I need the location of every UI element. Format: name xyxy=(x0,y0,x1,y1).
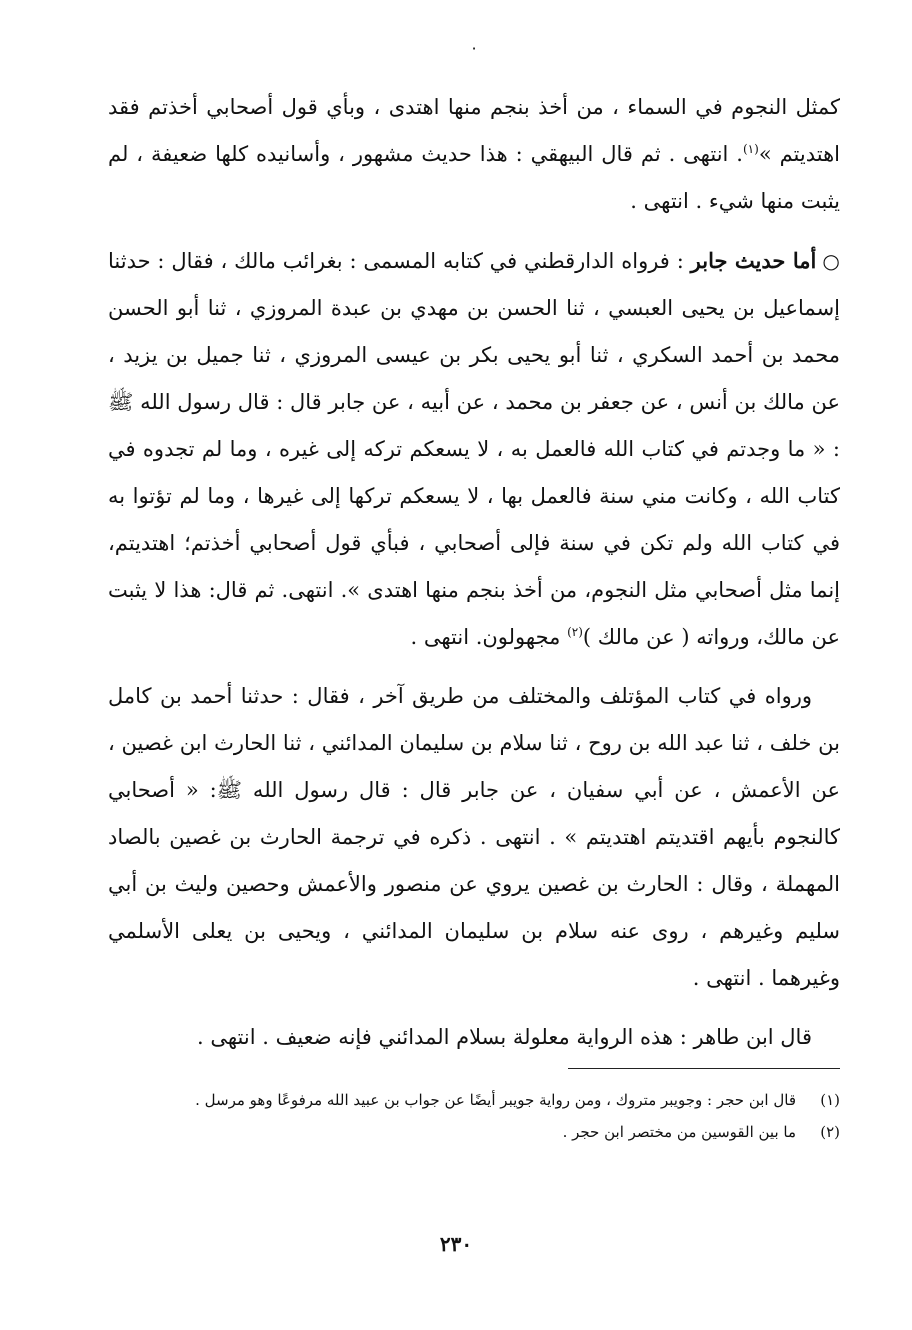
paragraph-3: ورواه في كتاب المؤتلف والمختلف من طريق آخر ، فقال : حدثنا أحمد بن كامل بن خلف ، ثنا عبد الله بن روح ، ثنا سلام بن سليمان المدائني ، ثنا الحارث ابن غصين ، عن الأعمش ، عن أبي سفيان ، عن جابر قال : قال رسول الله ﷺ: « أصحابي كالنجوم بأيهم اقتديتم اهتديتم » . انتهى . ذكره في ترجمة الحارث بن غصين بالصاد المهملة ، وقال : الحارث بن غصين يروي عن منصور والأعمش وحصين وليث بن أبي سليم وغيرهم ، روى عنه سلام بن سليمان المدائني ، ويحيى بن يعلى الأسلمي وغيرهما . انتهى . xyxy=(108,684,840,990)
paragraph-2-end: مجهولون. انتهى . xyxy=(410,625,568,649)
paragraph-2-text: : فرواه الدارقطني في كتابه المسمى : بغرائب مالك ، فقال : حدثنا إسماعيل بن يحيى العبسي ، ثنا الحسن بن مهدي بن عبدة المروزي ، ثنا أبو الحسن محمد بن أحمد السكري ، ثنا أبو يحيى بكر بن عيسى المروزي ، ثنا جميل بن يزيد ، عن مالك بن أنس ، عن جعفر بن محمد ، عن أبيه ، عن جابر قال : قال رسول الله ﷺ : « ما وجدتم في كتاب الله فالعمل به ، لا يسعكم تركه إلى غيره ، وما لم تجدوه في كتاب الله ، وكانت مني سنة فالعمل بها ، لا يسعكم تركها إلى غيرها ، وما لم تؤتوا به في كتاب الله ولم تكن في سنة فإلى أصحابي ، فبأي قول أصحابي أخذتم؛ اهتديتم، إنما مثل أصحابي مثل النجوم، من أخذ بنجم منها اهتدى ». انتهى. ثم قال: هذا لا يثبت عن مالك، ورواته ( عن مالك ) xyxy=(108,249,840,649)
footnote-ref-1[interactable]: (١) xyxy=(742,142,759,156)
footnotes xyxy=(108,1084,840,1148)
circle-bullet-icon: ○ xyxy=(822,249,840,273)
footnote-1-number: (١) xyxy=(820,1091,840,1109)
paragraph-1-text: كمثل النجوم في السماء ، من أخذ بنجم منها اهتدى ، وبأي قول أصحابي أخذتم فقد اهتديتم » xyxy=(108,95,841,166)
footnote-divider xyxy=(568,1068,840,1069)
paragraph-2 xyxy=(108,237,840,661)
paragraph-1-end: . انتهى . ثم قال البيهقي : هذا حديث مشهور ، وأسانيده كلها ضعيفة ، لم يثبت منها شيء . انتهى . xyxy=(108,142,840,213)
paragraph-1 xyxy=(108,84,840,225)
page-number: ٢٣٠ xyxy=(439,1232,473,1256)
section-heading-jabir: أما حديث جابر xyxy=(690,248,817,273)
footnote-2 xyxy=(108,1116,840,1148)
page-body xyxy=(108,38,840,1061)
footnote-2-text: ما بين القوسين من مختصر ابن حجر . xyxy=(562,1123,796,1141)
footnote-1-text: قال ابن حجر : وجويبر متروك ، ومن رواية جويبر أيضًا عن جواب بن عبيد الله مرفوعًا وهو مرسل . xyxy=(195,1091,796,1109)
footnote-2-number: (٢) xyxy=(820,1123,840,1141)
footnote-ref-2[interactable]: (٢) xyxy=(567,625,583,639)
top-mark: ٠ xyxy=(469,38,479,57)
paragraph-4: قال ابن طاهر : هذه الرواية معلولة بسلام المدائني فإنه ضعيف . انتهى . xyxy=(197,1025,812,1049)
footnote-1 xyxy=(108,1084,840,1116)
